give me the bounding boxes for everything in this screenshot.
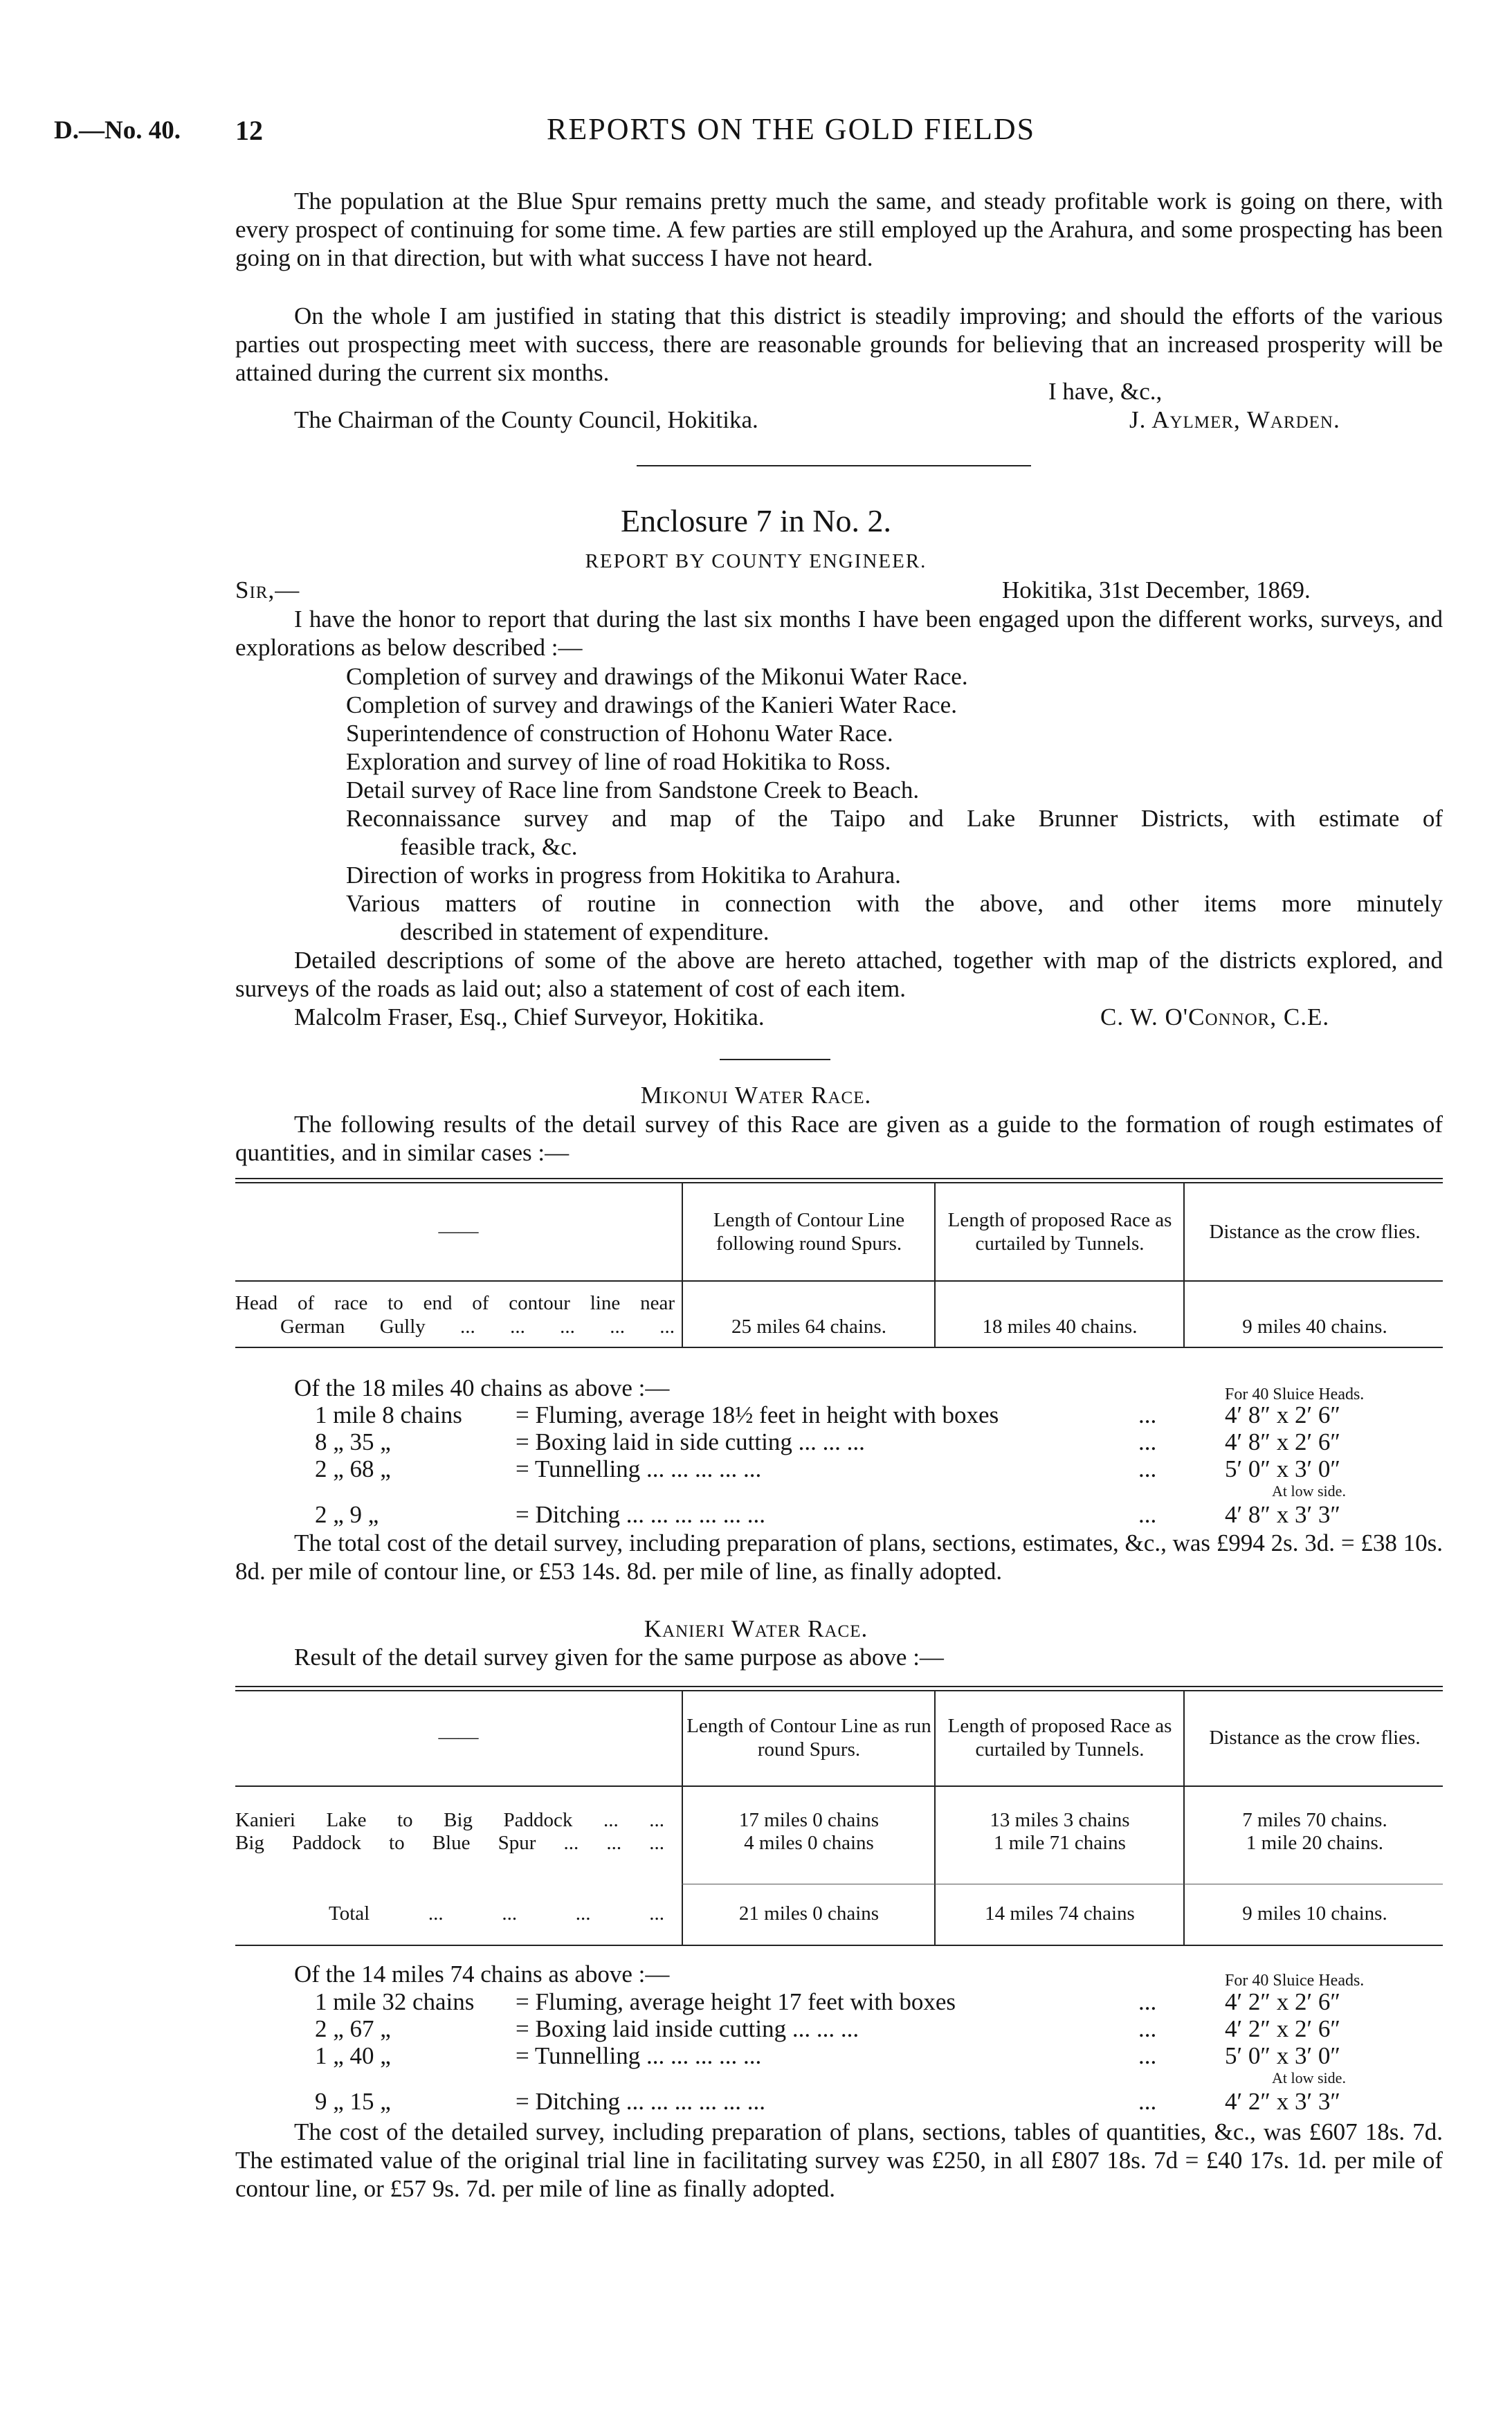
work-item: Detail survey of Race line from Sandstone Creek to Beach. xyxy=(346,776,920,803)
table-rule xyxy=(235,1686,1443,1687)
low-side-note: At low side. xyxy=(1272,1482,1346,1500)
work-item-continued: described in statement of expenditure. xyxy=(400,918,769,945)
breakdown-dots: ... xyxy=(1138,1455,1157,1482)
breakdown-size: 4′ 8″ x 2′ 6″ xyxy=(1225,1428,1340,1455)
enclosure-signature: C. W. O'Connor, C.E. xyxy=(1100,1003,1330,1030)
table-rule xyxy=(235,1785,1443,1787)
table-rule xyxy=(235,1347,1443,1348)
work-item-continued: feasible track, &c. xyxy=(400,833,578,860)
breakdown-qty: 1 mile 32 chains xyxy=(315,1988,475,2015)
table-header: Length of proposed Race as curtailed by Tunnels. xyxy=(947,1209,1172,1255)
table-total-cell: 9 miles 10 chains. xyxy=(1242,1902,1387,1925)
table-total-cell: 14 miles 74 chains xyxy=(985,1902,1135,1925)
table-header: Length of proposed Race as curtailed by Tunnels. xyxy=(947,1715,1172,1761)
breakdown-desc: = Tunnelling ... ... ... ... ... xyxy=(516,1455,762,1482)
table-divider xyxy=(934,1690,936,1945)
table-row-label: German Gully ... ... ... ... ... xyxy=(280,1316,675,1338)
mikonui-breakdown-intro: Of the 18 miles 40 chains as above :— xyxy=(294,1374,670,1401)
running-title: REPORTS ON THE GOLD FIELDS xyxy=(547,112,1036,146)
table-rule xyxy=(235,1178,1443,1179)
enclosure-closing-text: Detailed descriptions of some of the above are hereto attached, together with map of the districts explored, and surveys of the roads as laid out; also a statement of cost of each item. xyxy=(235,947,1443,1002)
kanieri-cost-text: The cost of the detailed survey, including preparation of plans, sections, tables of quantities, &c., was £607 18s. 7d. The estimated value of the original trial line in facilitating survey was £250, in all £807 18s. 7d = £40 17s. 1d. per mile of contour line, or £57 9s. 7d. per mile of line as finally adopted. xyxy=(235,2118,1443,2202)
low-side-note: At low side. xyxy=(1272,2069,1346,2087)
enclosure-intro xyxy=(235,605,1443,662)
work-item: Completion of survey and drawings of the Mikonui Water Race. xyxy=(346,663,968,690)
table-header: Length of Contour Line as run round Spurs. xyxy=(686,1715,931,1761)
breakdown-dots: ... xyxy=(1138,2088,1157,2115)
breakdown-qty: 2 „ 67 „ xyxy=(315,2015,391,2042)
table-cell: 13 miles 3 chains xyxy=(990,1809,1130,1831)
table-divider xyxy=(1183,1690,1185,1945)
kanieri-cost xyxy=(235,2118,1443,2203)
enclosure-subtitle: REPORT BY COUNTY ENGINEER. xyxy=(585,550,927,572)
breakdown-size: 4′ 2″ x 3′ 3″ xyxy=(1225,2088,1340,2115)
mikonui-intro xyxy=(235,1110,1443,1167)
breakdown-size: 4′ 8″ x 2′ 6″ xyxy=(1225,1401,1340,1428)
kanieri-heading: Kanieri Water Race. xyxy=(644,1615,868,1642)
mikonui-heading: Mikonui Water Race. xyxy=(640,1082,872,1109)
warden-signature: J. Aylmer, Warden. xyxy=(1129,406,1340,433)
breakdown-qty: 8 „ 35 „ xyxy=(315,1428,391,1455)
table-header: Distance as the crow flies. xyxy=(1209,1727,1421,1749)
breakdown-dots: ... xyxy=(1138,1428,1157,1455)
kanieri-breakdown-intro: Of the 14 miles 74 chains as above :— xyxy=(294,1961,670,1988)
breakdown-dots: ... xyxy=(1138,2015,1157,2042)
table-cell: 1 mile 20 chains. xyxy=(1246,1832,1384,1854)
table-cell: 17 miles 0 chains xyxy=(738,1809,880,1831)
mikonui-cost-text: The total cost of the detail survey, including preparation of plans, sections, estimates, &c., was £994 2s. 3d. = £38 10s. 8d. per mile of contour line, or £53 14s. 8d. per mile of line, as finally adopted. xyxy=(235,1529,1443,1585)
page-number: 12 xyxy=(235,115,263,146)
table-rule xyxy=(235,1280,1443,1282)
warden-paragraph-1-text: The population at the Blue Spur remains pretty much the same, and steady profitable work is going on there, with every prospect of continuing for some time. A few parties are still employed up the Arahura, and some prospecting has been going on in that direction, but with what success I have not heard. xyxy=(235,188,1443,271)
table-divider xyxy=(934,1182,936,1347)
breakdown-desc: = Fluming, average height 17 feet with boxes xyxy=(516,1988,956,2015)
table-cell: 1 mile 71 chains xyxy=(994,1832,1126,1854)
mikonui-cost xyxy=(235,1529,1443,1585)
table-divider xyxy=(682,1182,683,1347)
warden-addressee: The Chairman of the County Council, Hokitika. xyxy=(294,406,758,433)
breakdown-size: 5′ 0″ x 3′ 0″ xyxy=(1225,1455,1340,1482)
breakdown-size: 4′ 8″ x 3′ 3″ xyxy=(1225,1501,1340,1528)
section-divider xyxy=(720,1059,830,1060)
breakdown-desc: = Ditching ... ... ... ... ... ... xyxy=(516,1501,765,1528)
work-item: Various matters of routine in connection with the above, and other items more minutely xyxy=(346,890,1443,917)
table-header: Distance as the crow flies. xyxy=(1209,1221,1421,1243)
table-blank-header: —— xyxy=(438,1726,479,1748)
kanieri-intro: Result of the detail survey given for the same purpose as above :— xyxy=(294,1644,944,1671)
work-item: Completion of survey and drawings of the Kanieri Water Race. xyxy=(346,691,957,718)
table-cell: 4 miles 0 chains xyxy=(744,1832,874,1854)
salutation: Sir,— xyxy=(235,576,300,603)
breakdown-size: 4′ 2″ x 2′ 6″ xyxy=(1225,1988,1340,2015)
work-item: Exploration and survey of line of road Hokitika to Ross. xyxy=(346,748,891,775)
breakdown-qty: 2 „ 9 „ xyxy=(315,1501,379,1528)
breakdown-size: 5′ 0″ x 3′ 0″ xyxy=(1225,2042,1340,2069)
table-cell: 25 miles 64 chains. xyxy=(731,1316,886,1338)
kanieri-breakdown-note: For 40 Sluice Heads. xyxy=(1225,1972,1365,1990)
table-header: Length of Contour Line following round Spurs. xyxy=(713,1209,905,1255)
breakdown-dots: ... xyxy=(1138,1501,1157,1528)
table-row-label: Head of race to end of contour line near xyxy=(235,1292,675,1314)
breakdown-qty: 2 „ 68 „ xyxy=(315,1455,391,1482)
breakdown-desc: = Ditching ... ... ... ... ... ... xyxy=(516,2088,765,2115)
enclosure-closing-paragraph xyxy=(235,946,1443,1003)
work-item: Direction of works in progress from Hokitika to Arahura. xyxy=(346,862,901,889)
table-cell: 9 miles 40 chains. xyxy=(1242,1316,1387,1338)
work-item: Reconnaissance survey and map of the Taipo and Lake Brunner Districts, with estimate of xyxy=(346,805,1443,832)
table-cell: 7 miles 70 chains. xyxy=(1242,1809,1387,1831)
breakdown-qty: 9 „ 15 „ xyxy=(315,2088,391,2115)
breakdown-size: 4′ 2″ x 2′ 6″ xyxy=(1225,2015,1340,2042)
breakdown-dots: ... xyxy=(1138,1401,1157,1428)
warden-closing: I have, &c., xyxy=(1048,378,1163,405)
enclosure-intro-text: I have the honor to report that during the last six months I have been engaged upon the different works, surveys, and explorations as below described :— xyxy=(235,606,1443,661)
table-row-label: Big Paddock to Blue Spur ... ... ... xyxy=(235,1832,664,1854)
breakdown-qty: 1 „ 40 „ xyxy=(315,2042,391,2069)
work-item: Superintendence of construction of Hohonu Water Race. xyxy=(346,720,893,747)
breakdown-desc: = Fluming, average 18½ feet in height with boxes xyxy=(516,1401,999,1428)
breakdown-desc: = Boxing laid in side cutting ... ... ... xyxy=(516,1428,865,1455)
breakdown-desc: = Boxing laid inside cutting ... ... ... xyxy=(516,2015,859,2042)
table-total-label: Total ... ... ... ... xyxy=(329,1902,664,1925)
table-rule xyxy=(235,1690,1443,1691)
enclosure-addressee: Malcolm Fraser, Esq., Chief Surveyor, Hokitika. xyxy=(294,1003,765,1030)
breakdown-dots: ... xyxy=(1138,1988,1157,2015)
table-total-cell: 21 miles 0 chains xyxy=(738,1902,880,1925)
table-row-label: Kanieri Lake to Big Paddock ... ... xyxy=(235,1809,664,1831)
warden-paragraph-2 xyxy=(235,302,1443,387)
table-rule xyxy=(235,1945,1443,1946)
table-cell: 18 miles 40 chains. xyxy=(982,1316,1138,1338)
breakdown-qty: 1 mile 8 chains xyxy=(315,1401,462,1428)
table-divider xyxy=(682,1690,683,1945)
table-blank-header: —— xyxy=(438,1220,479,1242)
mikonui-breakdown-note: For 40 Sluice Heads. xyxy=(1225,1385,1365,1403)
enclosure-title: Enclosure 7 in No. 2. xyxy=(621,503,891,538)
mikonui-intro-text: The following results of the detail survey of this Race are given as a guide to the formation of rough estimates of quantities, and in similar cases :— xyxy=(235,1111,1443,1166)
table-rule xyxy=(235,1182,1443,1183)
place-date: Hokitika, 31st December, 1869. xyxy=(1002,576,1311,603)
breakdown-dots: ... xyxy=(1138,2042,1157,2069)
warden-paragraph-2-text: On the whole I am justified in stating that this district is steadily improving; and should the efforts of the various parties out prospecting meet with success, there are reasonable grounds for believing that an increased prosperity will be attained during the current six months. xyxy=(235,302,1443,386)
page-reference: D.—No. 40. xyxy=(54,116,181,145)
table-divider xyxy=(1183,1182,1185,1347)
section-divider xyxy=(637,465,1031,466)
breakdown-desc: = Tunnelling ... ... ... ... ... xyxy=(516,2042,762,2069)
warden-paragraph-1 xyxy=(235,187,1443,272)
